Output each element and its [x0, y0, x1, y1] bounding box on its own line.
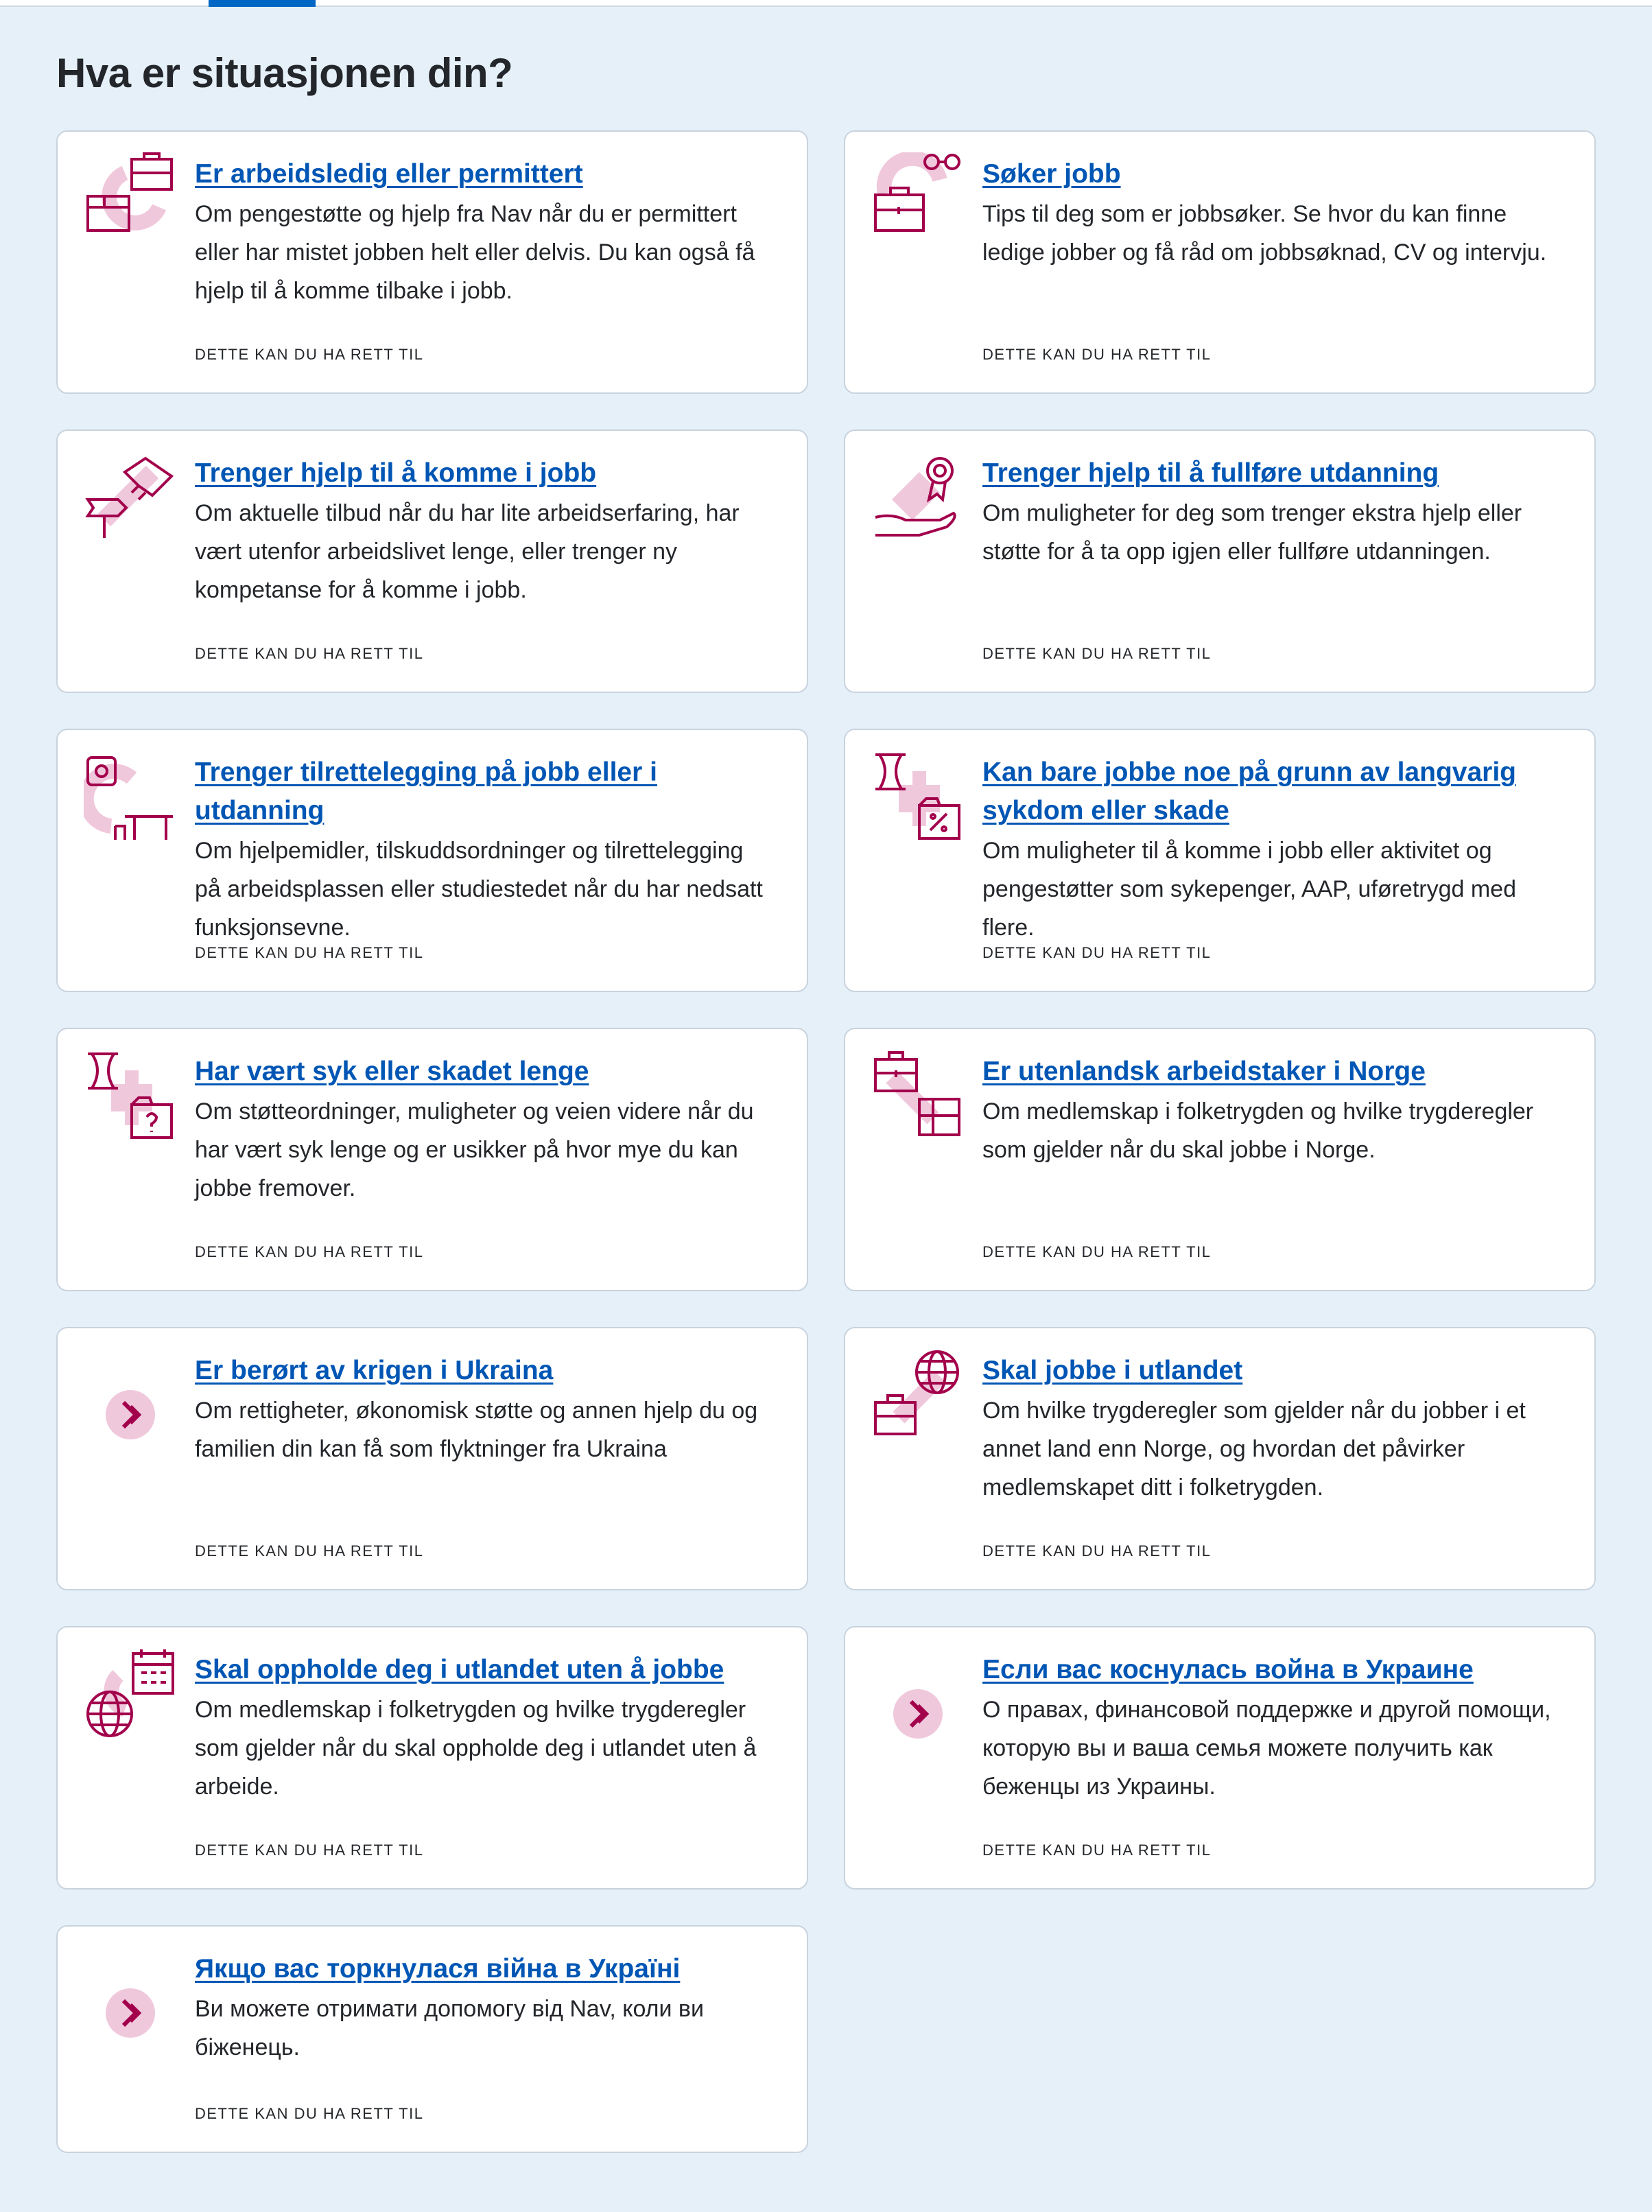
situation-card[interactable]	[844, 130, 1596, 394]
situation-card[interactable]	[56, 1626, 808, 1890]
card-tag: DETTE KAN DU HA RETT TIL	[982, 645, 1212, 662]
card-title-link[interactable]: Якщо вас торкнулася війна в Україні	[195, 1954, 681, 1984]
situation-card[interactable]	[56, 430, 808, 693]
card-tag: DETTE KAN DU HA RETT TIL	[195, 1243, 424, 1260]
situation-card[interactable]	[844, 430, 1596, 693]
briefcase-flag-icon	[871, 1050, 967, 1146]
card-title-link[interactable]: Har vært syk eller skadet lenge	[195, 1057, 589, 1086]
card-description: Om pengestøtte og hjelp fra Nav når du er permittert eller har mistet jobben helt eller delvis. Du kan også få hjelp til å komme tilbake i jobb.	[195, 201, 755, 304]
briefcase-glasses-icon	[871, 152, 967, 248]
hourglass-percent-icon	[871, 751, 967, 847]
chevron-circle-icon	[84, 1349, 180, 1445]
situation-card[interactable]	[56, 1925, 808, 2153]
situation-card[interactable]	[56, 729, 808, 992]
card-description: Om aktuelle tilbud når du har lite arbeidserfaring, har vært utenfor arbeidslivet lenge, eller trenger ny kompetanse for å komme i jobb.	[195, 500, 740, 603]
card-title-link[interactable]: Skal oppholde deg i utlandet uten å jobbe	[195, 1655, 724, 1684]
card-tag: DETTE KAN DU HA RETT TIL	[195, 1842, 424, 1859]
globe-briefcase-icon	[871, 1349, 967, 1445]
card-description: Om medlemskap i folketrygden og hvilke trygderegler som gjelder når du skal oppholde deg i utlandet uten å arbeide.	[195, 1697, 757, 1800]
chevron-circle-icon	[871, 1648, 967, 1744]
card-tag: DETTE KAN DU HA RETT TIL	[982, 1243, 1212, 1260]
card-description: Om hjelpemidler, tilskuddsordninger og tilrettelegging på arbeidsplassen eller studiestedet når du har nedsatt funksjonsevne.	[195, 838, 763, 941]
hand-rosette-icon	[871, 451, 967, 548]
page-title: Hva er situasjonen din?	[56, 50, 513, 96]
card-title-link[interactable]: Skal jobbe i utlandet	[982, 1356, 1243, 1385]
card-tag: DETTE KAN DU HA RETT TIL	[195, 645, 424, 662]
card-tag: DETTE KAN DU HA RETT TIL	[982, 346, 1212, 363]
card-title-link[interactable]: Søker jobb	[982, 159, 1121, 189]
situation-card[interactable]	[844, 729, 1596, 992]
card-tag: DETTE KAN DU HA RETT TIL	[195, 346, 424, 363]
globe-calendar-icon	[84, 1648, 180, 1744]
handshake-signpost-icon	[84, 451, 180, 548]
card-description: Om hvilke trygderegler som gjelder når du jobber i et annet land enn Norge, og hvordan det påvirker medlemskapet ditt i folketrygden.	[982, 1398, 1526, 1501]
card-tag: DETTE KAN DU HA RETT TIL	[982, 944, 1212, 961]
card-title-link[interactable]: Er utenlandsk arbeidstaker i Norge	[982, 1057, 1426, 1086]
hourglass-question-icon	[84, 1050, 180, 1146]
situation-card[interactable]	[56, 1028, 808, 1291]
card-title-link[interactable]: Kan bare jobbe noe på grunn av langvarig sykdom eller skade	[982, 757, 1516, 825]
top-tab-bar	[0, 0, 1652, 7]
situation-card[interactable]	[844, 1327, 1596, 1590]
chevron-circle-icon	[84, 1947, 180, 2043]
card-description: Om medlemskap i folketrygden og hvilke trygderegler som gjelder når du skal jobbe i Norge.	[982, 1098, 1534, 1163]
situation-card[interactable]	[56, 1327, 808, 1590]
card-description: Tips til deg som er jobbsøker. Se hvor du kan finne ledige jobber og få råd om jobbsøknad, CV og intervju.	[982, 201, 1547, 266]
situation-card[interactable]	[56, 130, 808, 394]
card-description: Om muligheter til å komme i jobb eller aktivitet og pengestøtter som sykepenger, AAP, uføretrygd med flere.	[982, 838, 1516, 941]
card-title-link[interactable]: Er berørt av krigen i Ukraina	[195, 1356, 554, 1385]
desk-chair-icon	[84, 751, 180, 847]
situation-cards-grid	[56, 130, 1596, 2153]
card-tag: DETTE KAN DU HA RETT TIL	[982, 1542, 1212, 1560]
active-tab-indicator[interactable]	[209, 0, 316, 7]
card-description: Om muligheter for deg som trenger ekstra hjelp eller støtte for å ta opp igjen eller fullføre utdanningen.	[982, 500, 1522, 565]
card-description: Om støtteordninger, muligheter og veien videre når du har vært syk lenge og er usikker på hvor mye du kan jobbe fremover.	[195, 1098, 754, 1201]
situation-card[interactable]	[844, 1028, 1596, 1291]
briefcase-box-icon	[84, 152, 180, 248]
situation-card[interactable]	[844, 1626, 1596, 1890]
card-tag: DETTE KAN DU HA RETT TIL	[195, 1542, 424, 1560]
card-tag: DETTE KAN DU HA RETT TIL	[982, 1842, 1212, 1859]
card-description: Ви можете отримати допомогу від Nav, коли ви біженець.	[195, 1996, 704, 2060]
card-title-link[interactable]: Если вас коснулась война в Украине	[982, 1655, 1474, 1684]
card-tag: DETTE KAN DU HA RETT TIL	[195, 944, 424, 961]
card-description: Om rettigheter, økonomisk støtte og annen hjelp du og familien din kan få som flyktninger fra Ukraina	[195, 1398, 758, 1462]
card-title-link[interactable]: Er arbeidsledig eller permittert	[195, 159, 583, 189]
card-description: О правах, финансовой поддержке и другой помощи, которую вы и ваша семья можете получить как беженцы из Украины.	[982, 1697, 1551, 1800]
card-tag: DETTE KAN DU HA RETT TIL	[195, 2105, 424, 2122]
card-title-link[interactable]: Trenger tilrettelegging på jobb eller i utdanning	[195, 757, 657, 825]
card-title-link[interactable]: Trenger hjelp til å fullføre utdanning	[982, 458, 1439, 488]
card-title-link[interactable]: Trenger hjelp til å komme i jobb	[195, 458, 597, 488]
